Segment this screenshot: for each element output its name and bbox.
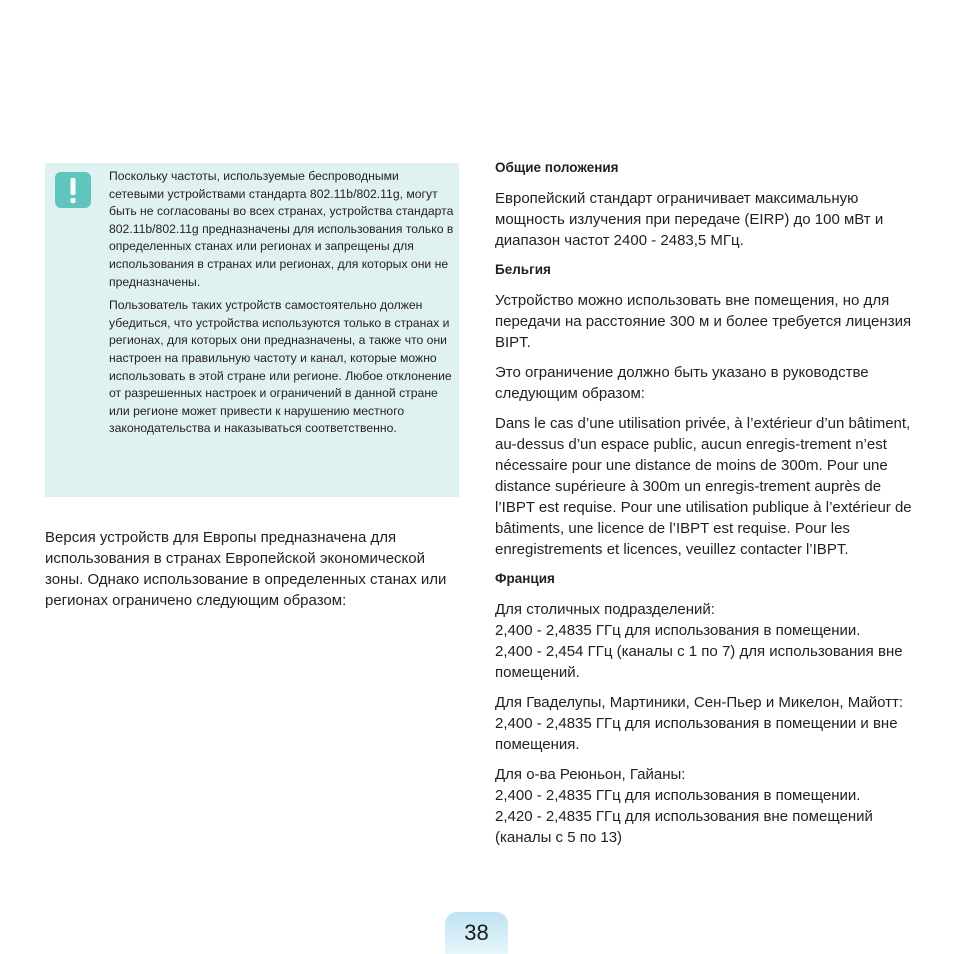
- france-reunion-line-2: 2,420 - 2,4835 ГГц для использования вне помещений (каналы с 5 по 13): [495, 808, 873, 846]
- france-metro: [495, 599, 915, 683]
- europe-version-paragraph: Версия устройств для Европы предназначена для использования в странах Европейской экономической зоны. Однако использование в определенных станах или регионах ограничено следующим образом:: [45, 529, 447, 609]
- general-heading: Общие положения: [495, 160, 619, 175]
- france-reunion: [495, 764, 915, 848]
- exclamation-icon: [55, 172, 91, 208]
- france-heading: Франция: [495, 571, 555, 586]
- france-reunion-line-1: 2,400 - 2,4835 ГГц для использования в помещении.: [495, 787, 861, 804]
- belgium-heading: Бельгия: [495, 262, 551, 277]
- note-paragraph-2: Пользователь таких устройств самостоятельно должен убедиться, что устройства используются только в странах и регионах, для которых они предназначены, а также что они настроен на правильную частоту и канал, которые можно использовать в этой стране или регионе. Любое отклонение от разрешенных настроек и ограничений в данной стране или регионе может привести к нарушению местного законодательства и наказываться соответственно.: [109, 298, 452, 436]
- note-paragraph-1: Поскольку частоты, используемые беспроводными сетевыми устройствами стандарта 802.11b/802.11g, могут быть не согласованы во всех странах, устройства стандарта 802.11b/802.11g предназначены для использования только в определенных станах или регионах и запрещены для использования в странах или регионах, для которых они не предназначены.: [109, 169, 454, 289]
- france-overseas: Для Гваделупы, Мартиники, Сен-Пьер и Микелон, Майотт: 2,400 - 2,4835 ГГц для использования в помещении и вне помещения.: [495, 694, 904, 753]
- france-metro-line-1: 2,400 - 2,4835 ГГц для использования в помещении.: [495, 622, 861, 639]
- note-text: [109, 168, 455, 444]
- france-metro-line-2: 2,400 - 2,454 ГГц (каналы с 1 по 7) для использования вне помещений.: [495, 643, 903, 681]
- regulations-column: [495, 158, 915, 857]
- belgium-paragraph-french: Dans le cas d’une utilisation privée, à l’extérieur d’un bâtiment, au-dessus d’un espace public, aucun enregis-trement n’est nécessaire pour une distance de moins de 300m. Pour une distance supérieure à 300m un enregis-trement auprès de l’IBPT est requise. Pour une utilisation publique à l’extérieur de bâtiments, une licence de l’IBPT est requise. Pour les enregistrements et licences, veuillez contacter l’IBPT.: [495, 415, 912, 558]
- page-number: 38: [445, 912, 508, 954]
- france-metro-label: Для столичных подразделений:: [495, 601, 715, 618]
- belgium-paragraph-1: Устройство можно использовать вне помещения, но для передачи на расстояние 300 м и более требуется лицензия BIPT.: [495, 292, 912, 351]
- france-reunion-label: Для о-ва Реюньон, Гайаны:: [495, 766, 686, 783]
- belgium-paragraph-2: Это ограничение должно быть указано в руководстве следующим образом:: [495, 364, 869, 402]
- general-text: Европейский стандарт ограничивает максимальную мощность излучения при передаче (EIRP) до 100 мВт и диапазон частот 2400 - 2483,5 МГц.: [495, 190, 884, 249]
- caution-note-box: [45, 163, 459, 497]
